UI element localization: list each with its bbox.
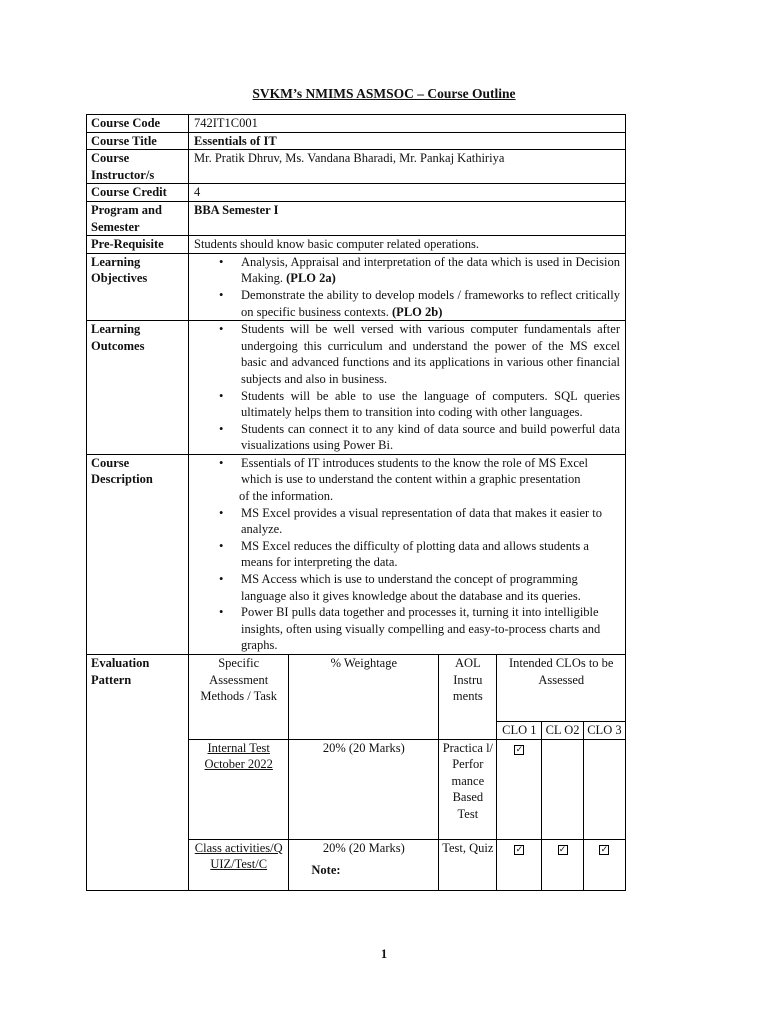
value-objectives [189, 253, 626, 320]
label-objectives: Learning Objectives [87, 253, 189, 320]
objective-text: Demonstrate the ability to develop models / frameworks to reflect critically on specific business contexts. [241, 287, 620, 319]
label-description: Course Description [87, 454, 189, 654]
eval-weight: 20% (20 Marks) [289, 739, 439, 839]
list-item [241, 254, 620, 287]
row-evaluation [87, 655, 626, 891]
list-item [241, 287, 620, 320]
checkbox-checked-icon: ✓ [515, 744, 524, 755]
outcomes-list [194, 321, 620, 454]
eval-weight-cell [289, 839, 439, 890]
eval-clo1-cell [497, 839, 542, 890]
eval-method: Class activities/Q UIZ/Test/C [189, 839, 289, 890]
eval-weight: 20% (20 Marks) [322, 840, 405, 855]
row-description [87, 454, 626, 654]
header-clo1: CLO 1 [497, 722, 542, 740]
table-row [189, 839, 625, 890]
checkbox-checked-icon: ✓ [558, 844, 567, 855]
eval-clo3-cell [583, 839, 625, 890]
list-item: • Power BI pulls data together and processes it, turning it into intelligible insights, often using visually compelling and easy-to-process charts and graphs. [241, 604, 620, 654]
list-item: • MS Excel provides a visual representation of data that makes it easier to analyze. [241, 505, 620, 538]
label-program: Program and Semester [87, 201, 189, 235]
eval-aol: Test, Quiz [439, 839, 497, 890]
label-credit: Course Credit [87, 184, 189, 202]
row-objectives [87, 253, 626, 320]
label-prereq: Pre-Requisite [87, 236, 189, 254]
plo-tag: (PLO 2b) [392, 304, 443, 319]
course-outline-table [86, 114, 626, 891]
evaluation-cell [189, 655, 626, 891]
checkbox-checked-icon: ✓ [600, 844, 609, 855]
value-outcomes [189, 321, 626, 455]
label-outcomes: Learning Outcomes [87, 321, 189, 455]
label-instructors: Course Instructor/s [87, 150, 189, 184]
list-item: • Students will be able to use the language of computers. SQL queries ultimately helps them to transition into coding with other languages. [241, 388, 620, 421]
description-line: Essentials of IT introduces students to the know the role of MS Excel which is use to understand the content within a graphic presentation [241, 455, 588, 487]
plo-tag: (PLO 2a) [286, 271, 336, 286]
value-program: BBA Semester I [189, 201, 626, 235]
eval-note: Note: [311, 863, 341, 878]
header-weightage: % Weightage [289, 655, 439, 739]
header-clo3: CLO 3 [583, 722, 625, 740]
value-course-code: 742IT1C001 [189, 115, 626, 133]
objective-text: Analysis, Appraisal and interpretation of the data which is used in Decision Making. [241, 254, 620, 286]
eval-clo3-cell [583, 739, 625, 839]
table-row [189, 739, 625, 839]
row-course-code [87, 115, 626, 133]
value-instructors: Mr. Pratik Dhruv, Ms. Vandana Bharadi, Mr. Pankaj Kathiriya [189, 150, 626, 184]
eval-clo2-cell [542, 839, 584, 890]
eval-clo1-cell [497, 739, 542, 839]
value-credit: 4 [189, 184, 626, 202]
page-number: 1 [380, 947, 388, 961]
header-aol: AOL Instru ments [439, 655, 497, 739]
label-evaluation: Evaluation Pattern [87, 655, 189, 891]
list-item: • MS Access which is use to understand the concept of programming language also it gives knowledge about the database and its queries. [241, 571, 620, 604]
eval-aol: Practica l/ Perfor mance Based Test [439, 739, 497, 839]
header-methods: Specific Assessment Methods / Task [189, 655, 289, 739]
evaluation-table [189, 655, 625, 890]
eval-header-row [189, 655, 625, 722]
row-course-title [87, 132, 626, 150]
value-prereq: Students should know basic computer related operations. [189, 236, 626, 254]
label-course-code: Course Code [87, 115, 189, 133]
row-credit [87, 184, 626, 202]
description-list [194, 455, 620, 654]
list-item: • MS Excel reduces the difficulty of plotting data and allows students a means for interpreting the data. [241, 538, 620, 571]
header-clo2: CL O2 [542, 722, 584, 740]
eval-method: Internal Test October 2022 [189, 739, 289, 839]
description-line: of the information. [239, 489, 334, 504]
eval-clo2-cell [542, 739, 584, 839]
row-prereq [87, 236, 626, 254]
label-course-title: Course Title [87, 132, 189, 150]
value-description [189, 454, 626, 654]
document-title: SVKM’s NMIMS ASMSOC – Course Outline [252, 86, 516, 101]
row-outcomes [87, 321, 626, 455]
value-course-title: Essentials of IT [189, 132, 626, 150]
list-item [241, 455, 620, 505]
list-item: • Students will be well versed with various computer fundamentals after undergoing this curriculum and understand the power of the MS excel basic and advanced functions and its applications in various other financial subjects and also in business. [241, 321, 620, 387]
header-clos: Intended CLOs to be Assessed [497, 655, 625, 722]
row-instructors [87, 150, 626, 184]
objectives-list [194, 254, 620, 320]
row-program [87, 201, 626, 235]
checkbox-checked-icon: ✓ [515, 844, 524, 855]
list-item: • Students can connect it to any kind of data source and build powerful data visualizations using Power Bi. [241, 421, 620, 454]
